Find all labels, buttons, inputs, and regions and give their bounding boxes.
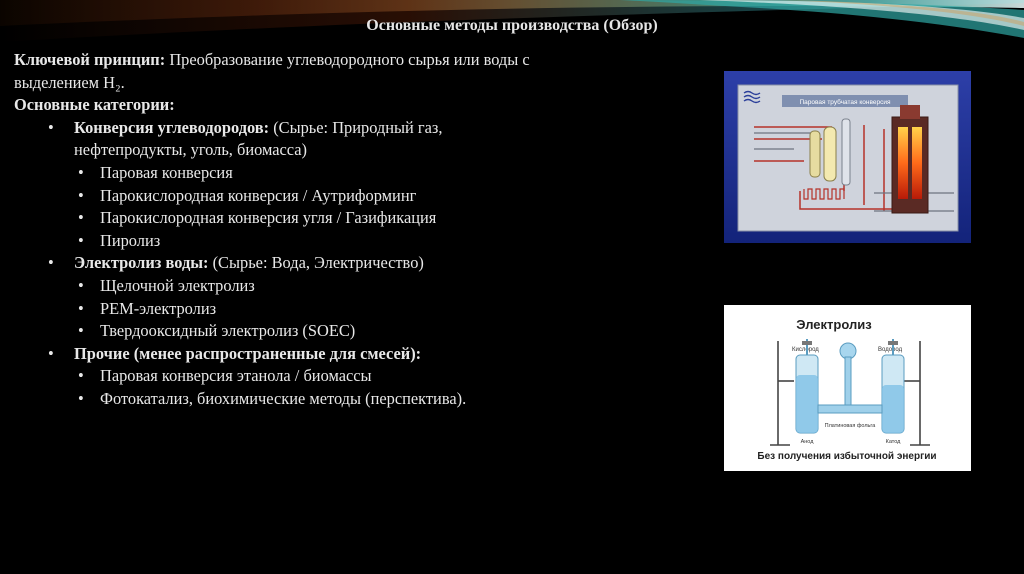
list-item: • Парокислородная конверсия угля / Газификация	[74, 207, 534, 230]
list-item: • Паровая конверсия	[74, 162, 534, 185]
key-principle-label: Ключевой принцип:	[14, 50, 166, 69]
list-item: • PEM-электролиз	[74, 298, 534, 321]
list-item: • Парокислородная конверсия / Аутриформинг	[74, 185, 534, 208]
anode-label: Анод	[800, 439, 814, 445]
foil-label: Платиновая фольга	[824, 423, 876, 429]
steam-reforming-diagram	[724, 71, 971, 243]
hydrogen-label: Водород	[878, 347, 903, 353]
electrolysis-footer: Без получения избыточной энергии	[757, 451, 937, 462]
list-item: • Щелочной электролиз	[74, 275, 534, 298]
subcategory-list	[74, 275, 534, 343]
slide-body	[14, 49, 534, 411]
slide-title: Основные методы производства (Обзор)	[366, 17, 658, 34]
list-item: • Пиролиз	[74, 230, 534, 253]
key-principle	[14, 49, 534, 94]
subcategory-list	[74, 162, 534, 252]
category-other	[14, 343, 534, 411]
category-note: (Сырье: Вода, Электричество)	[208, 253, 424, 273]
electrolysis-diagram	[724, 305, 971, 471]
cathode-label: Катод	[885, 439, 901, 445]
electrolysis-title: Электролиз	[796, 317, 872, 332]
category-name: Прочие (менее распространенные для смесей):	[74, 343, 422, 363]
category-hydrocarbon-conversion	[14, 117, 534, 253]
key-principle-text: Преобразование углеводородного сырья или воды с выделением H₂.	[14, 50, 530, 92]
subcategory-list	[74, 365, 534, 410]
category-name: Электролиз воды:	[74, 253, 209, 273]
categories-heading: Основные категории:	[14, 95, 175, 115]
list-item: • Фотокатализ, биохимические методы (перспектива).	[74, 388, 534, 411]
diagram-caption: Паровая трубчатая конверсия	[799, 99, 891, 106]
list-item: • Твердооксидный электролиз (SOEC)	[74, 320, 534, 343]
category-note: (Сырье: Природный газ, нефтепродукты, уголь, биомасса)	[74, 117, 443, 160]
list-item: • Паровая конверсия этанола / биомассы	[74, 365, 534, 388]
category-list	[14, 117, 534, 411]
category-water-electrolysis	[14, 252, 534, 342]
oxygen-label: Кислород	[792, 347, 819, 353]
category-name: Конверсия углеводородов:	[74, 117, 270, 137]
